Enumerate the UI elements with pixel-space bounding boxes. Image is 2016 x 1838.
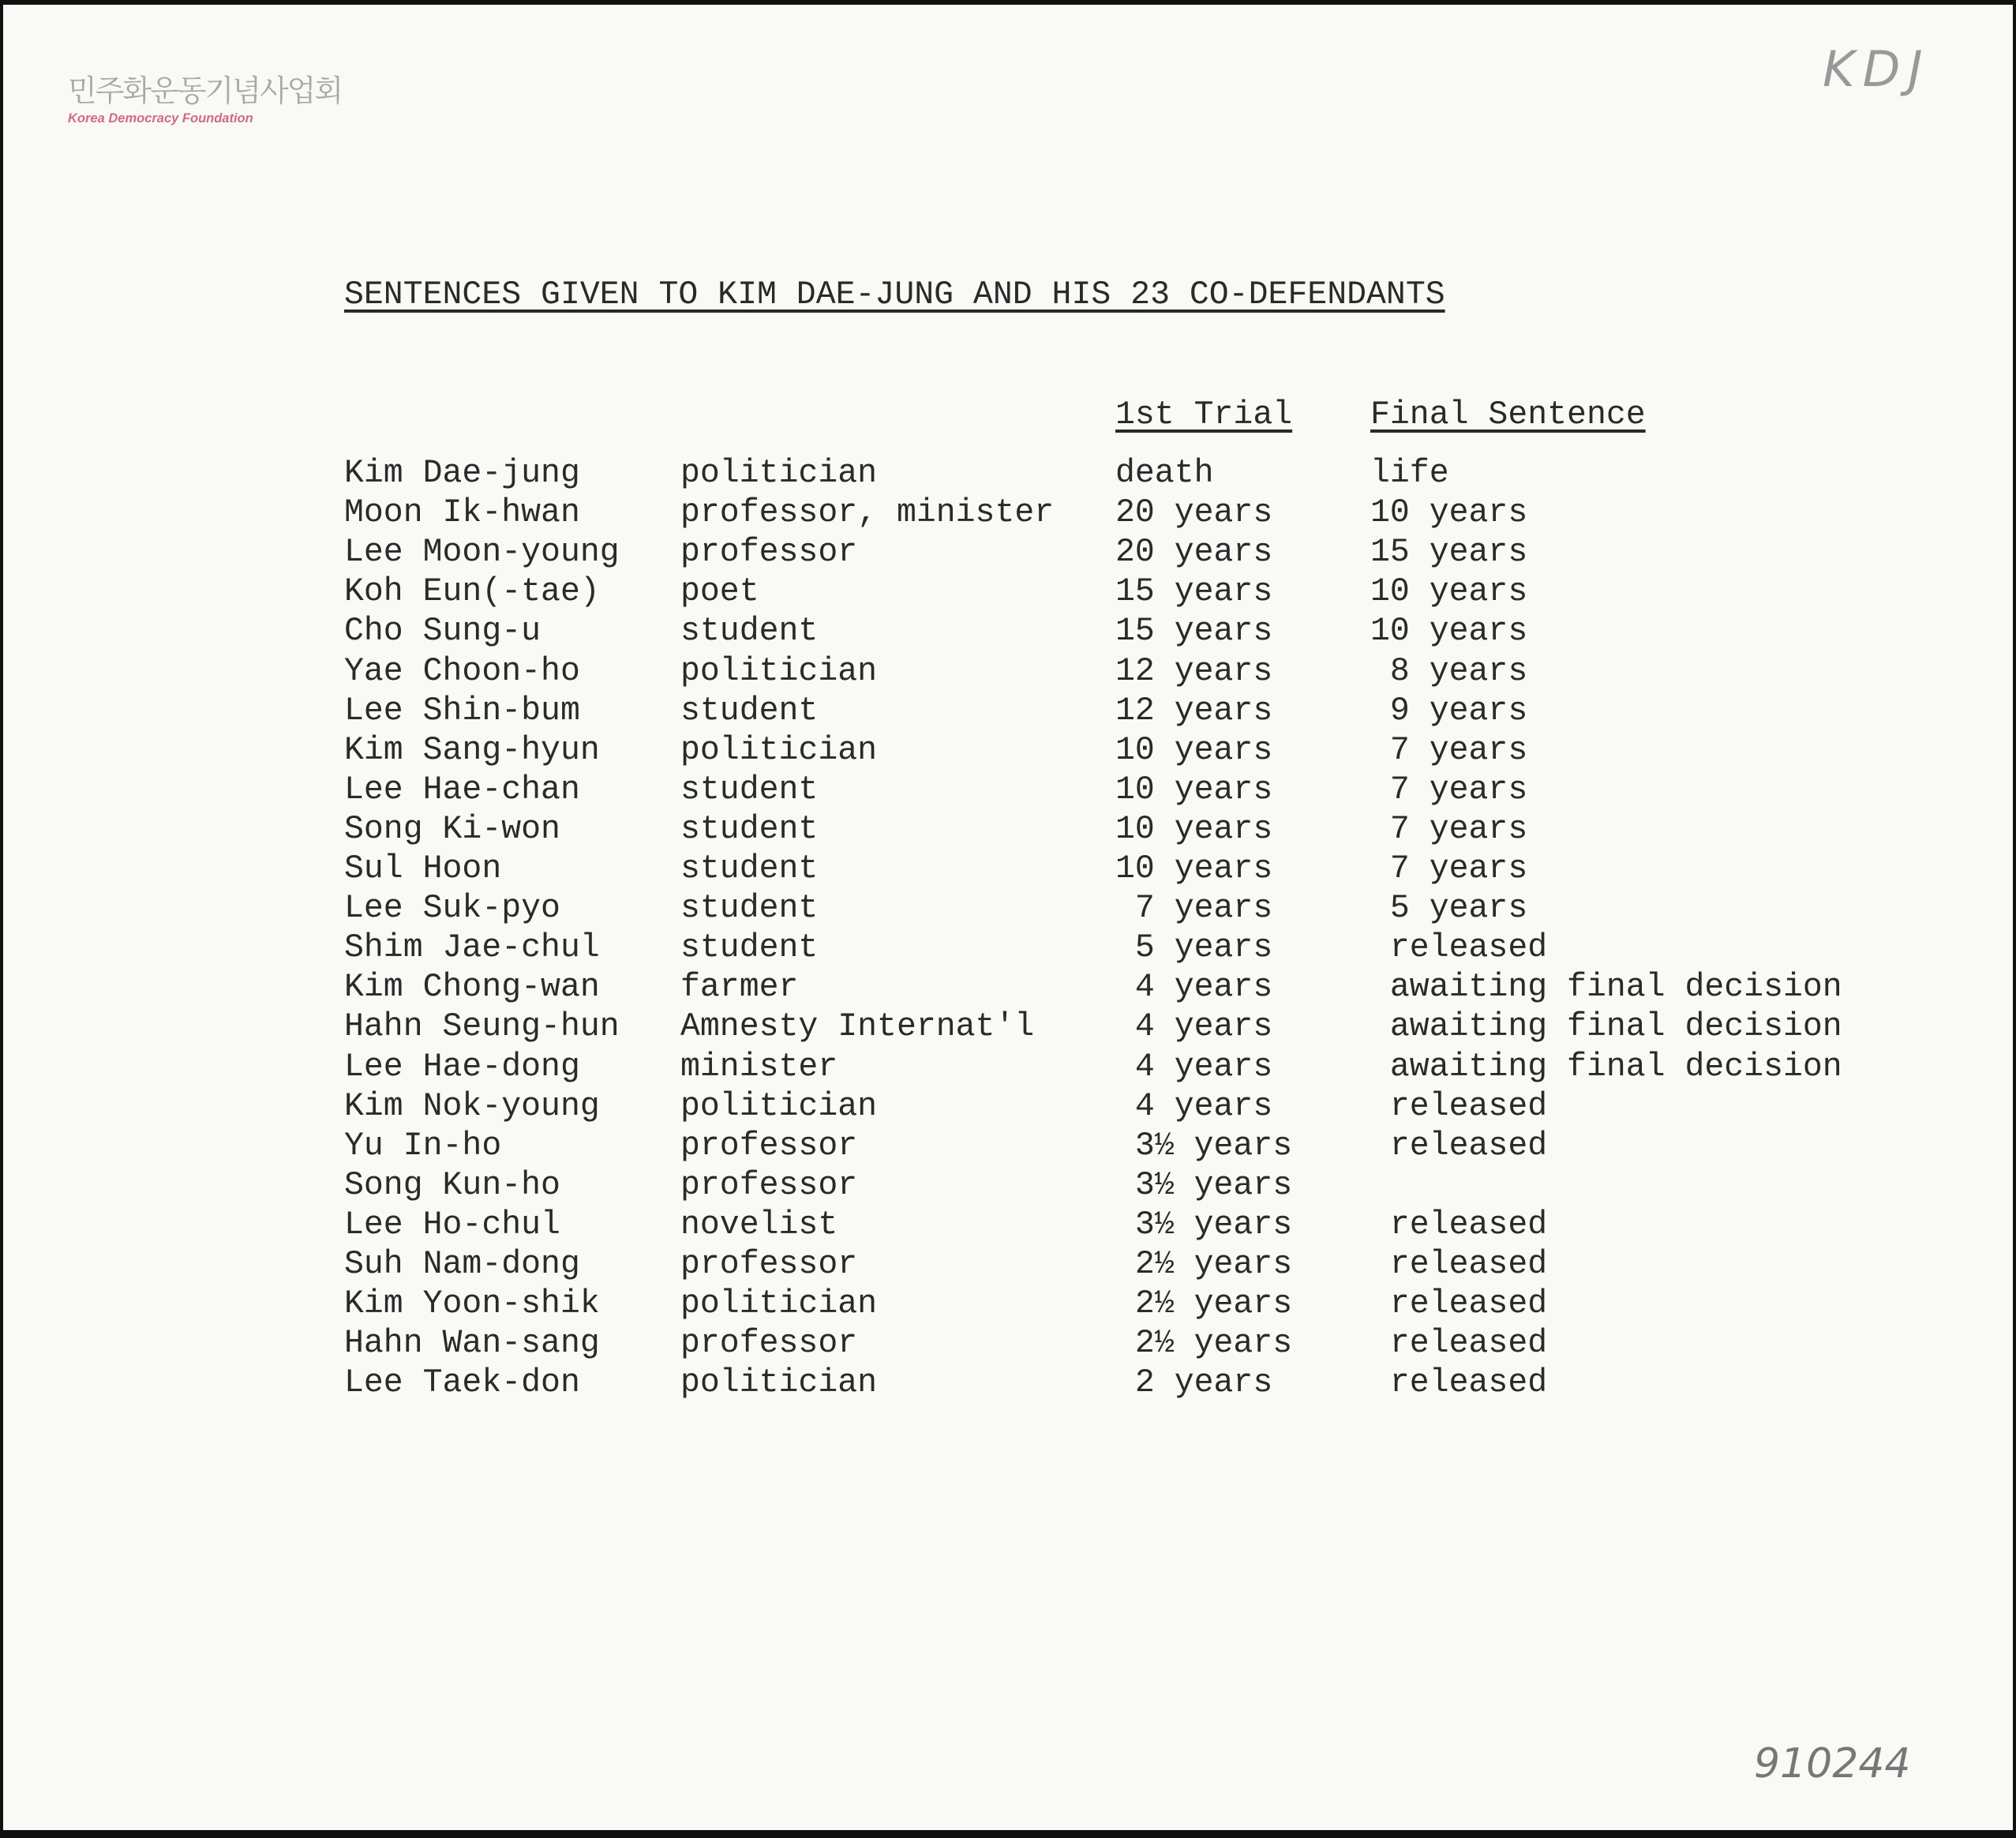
defendant-name: Shim Jae-chul	[344, 929, 600, 967]
final-sentence: 10 years	[1370, 494, 1528, 532]
defendant-name: Song Ki-won	[344, 810, 560, 848]
defendant-name: Sul Hoon	[344, 850, 502, 887]
occupation: minister	[680, 1048, 838, 1086]
table-row	[3, 969, 1977, 1008]
defendant-name: Lee Hae-chan	[344, 771, 580, 808]
handwritten-archive-number: 910244	[1754, 1740, 1911, 1787]
defendant-name: Hahn Wan-sang	[344, 1325, 600, 1363]
final-sentence: released	[1370, 1285, 1548, 1323]
table-row	[3, 1206, 1977, 1246]
table-row	[3, 1325, 1977, 1364]
occupation: politician	[680, 731, 878, 769]
occupation: politician	[680, 1364, 878, 1402]
final-sentence: 5 years	[1370, 890, 1528, 928]
table-row	[3, 1246, 1977, 1285]
final-sentence: awaiting final decision	[1370, 1008, 1842, 1046]
logo-english-text: Korea Democracy Foundation	[68, 111, 253, 126]
occupation: student	[680, 890, 819, 928]
table-row	[3, 771, 1977, 811]
final-sentence: released	[1370, 1127, 1548, 1165]
occupation: professor	[680, 1166, 858, 1204]
first-trial-sentence: 10 years	[1115, 810, 1273, 848]
first-trial-sentence: death	[1115, 455, 1214, 492]
final-sentence: released	[1370, 929, 1548, 967]
defendant-name: Yu In-ho	[344, 1127, 502, 1165]
defendant-name: Cho Sung-u	[344, 613, 541, 651]
final-sentence: 15 years	[1370, 534, 1528, 572]
korea-democracy-foundation-logo	[68, 66, 342, 126]
final-sentence: released	[1370, 1246, 1548, 1283]
table-row	[3, 1167, 1977, 1206]
first-trial-sentence: 4 years	[1115, 1048, 1273, 1086]
table-row	[3, 494, 1977, 534]
table-row	[3, 1285, 1977, 1325]
table-row	[3, 1048, 1977, 1088]
defendant-name: Song Kun-ho	[344, 1166, 560, 1204]
table-row	[3, 929, 1977, 969]
occupation: poet	[680, 573, 759, 611]
final-sentence: released	[1370, 1087, 1548, 1125]
defendant-name: Kim Nok-young	[344, 1087, 600, 1125]
first-trial-sentence: 3½ years	[1115, 1127, 1293, 1165]
occupation: professor	[680, 534, 858, 572]
first-trial-sentence: 5 years	[1115, 929, 1273, 967]
final-sentence: 10 years	[1370, 573, 1528, 611]
final-sentence: 8 years	[1370, 652, 1528, 690]
table-row	[3, 732, 1977, 771]
table-row	[3, 1364, 1977, 1404]
final-sentence: 7 years	[1370, 771, 1528, 808]
defendant-name: Kim Sang-hyun	[344, 731, 600, 769]
table-row	[3, 455, 1977, 494]
document-title: SENTENCES GIVEN TO KIM DAE-JUNG AND HIS 23 CO-DEFENDANTS	[344, 276, 1445, 313]
occupation: farmer	[680, 969, 799, 1007]
first-trial-sentence: 7 years	[1115, 890, 1273, 928]
table-row	[3, 1127, 1977, 1167]
first-trial-sentence: 2½ years	[1115, 1285, 1293, 1323]
handwritten-note-top: KDJ	[1823, 40, 1931, 98]
first-trial-sentence: 2 years	[1115, 1364, 1273, 1402]
first-trial-sentence: 12 years	[1115, 692, 1273, 730]
defendant-name: Lee Taek-don	[344, 1364, 580, 1402]
first-trial-sentence: 2½ years	[1115, 1325, 1293, 1363]
defendant-name: Lee Moon-young	[344, 534, 620, 572]
first-trial-sentence: 3½ years	[1115, 1206, 1293, 1243]
defendant-name: Kim Dae-jung	[344, 455, 580, 492]
document-page	[3, 5, 2013, 1830]
defendant-name: Lee Suk-pyo	[344, 890, 560, 928]
occupation: politician	[680, 652, 878, 690]
occupation: professor	[680, 1325, 858, 1363]
table-row	[3, 613, 1977, 652]
defendant-name: Koh Eun(-tae)	[344, 573, 600, 611]
occupation: professor	[680, 1246, 858, 1283]
final-sentence: 7 years	[1370, 810, 1528, 848]
first-trial-sentence: 20 years	[1115, 534, 1273, 572]
defendant-name: Lee Shin-bum	[344, 692, 580, 730]
occupation: student	[680, 810, 819, 848]
defendant-name: Suh Nam-dong	[344, 1246, 580, 1283]
final-sentence: 7 years	[1370, 850, 1528, 887]
first-trial-sentence: 10 years	[1115, 731, 1273, 769]
occupation: student	[680, 692, 819, 730]
occupation: politician	[680, 455, 878, 492]
defendant-name: Kim Yoon-shik	[344, 1285, 600, 1323]
table-row	[3, 890, 1977, 929]
first-trial-sentence: 4 years	[1115, 1087, 1273, 1125]
table-row	[3, 573, 1977, 613]
final-sentence: awaiting final decision	[1370, 1048, 1842, 1086]
first-trial-sentence: 10 years	[1115, 771, 1273, 808]
defendant-name: Kim Chong-wan	[344, 969, 600, 1007]
table-row	[3, 692, 1977, 732]
first-trial-sentence: 4 years	[1115, 1008, 1273, 1046]
occupation: student	[680, 613, 819, 651]
final-sentence: 9 years	[1370, 692, 1528, 730]
occupation: student	[680, 850, 819, 887]
defendant-name: Lee Ho-chul	[344, 1206, 560, 1243]
column-header-first-trial: 1st Trial	[1115, 396, 1293, 433]
first-trial-sentence: 3½ years	[1115, 1166, 1293, 1204]
table-row	[3, 811, 1977, 850]
final-sentence: awaiting final decision	[1370, 969, 1842, 1007]
occupation: novelist	[680, 1206, 838, 1243]
first-trial-sentence: 20 years	[1115, 494, 1273, 532]
first-trial-sentence: 12 years	[1115, 652, 1273, 690]
table-row	[3, 1088, 1977, 1127]
occupation: politician	[680, 1087, 878, 1125]
defendant-name: Hahn Seung-hun	[344, 1008, 620, 1046]
occupation: professor	[680, 1127, 858, 1165]
occupation: Amnesty Internat'l	[680, 1008, 1035, 1046]
occupation: student	[680, 929, 819, 967]
defendant-name: Yae Choon-ho	[344, 652, 580, 690]
logo-korean-text: 민주화운동기념사업회	[68, 73, 343, 108]
defendant-name: Lee Hae-dong	[344, 1048, 580, 1086]
table-row	[3, 653, 1977, 692]
first-trial-sentence: 2½ years	[1115, 1246, 1293, 1283]
final-sentence: released	[1370, 1325, 1548, 1363]
final-sentence: 7 years	[1370, 731, 1528, 769]
table-row	[3, 1008, 1977, 1048]
defendant-name: Moon Ik-hwan	[344, 494, 580, 532]
table-row	[3, 534, 1977, 573]
first-trial-sentence: 15 years	[1115, 573, 1273, 611]
occupation: student	[680, 771, 819, 808]
final-sentence: released	[1370, 1206, 1548, 1243]
occupation: professor, minister	[680, 494, 1055, 532]
first-trial-sentence: 10 years	[1115, 850, 1273, 887]
table-row	[3, 850, 1977, 890]
final-sentence: released	[1370, 1364, 1548, 1402]
final-sentence: life	[1370, 455, 1449, 492]
first-trial-sentence: 15 years	[1115, 613, 1273, 651]
final-sentence: 10 years	[1370, 613, 1528, 651]
first-trial-sentence: 4 years	[1115, 969, 1273, 1007]
occupation: politician	[680, 1285, 878, 1323]
column-header-final-sentence: Final Sentence	[1370, 396, 1646, 433]
